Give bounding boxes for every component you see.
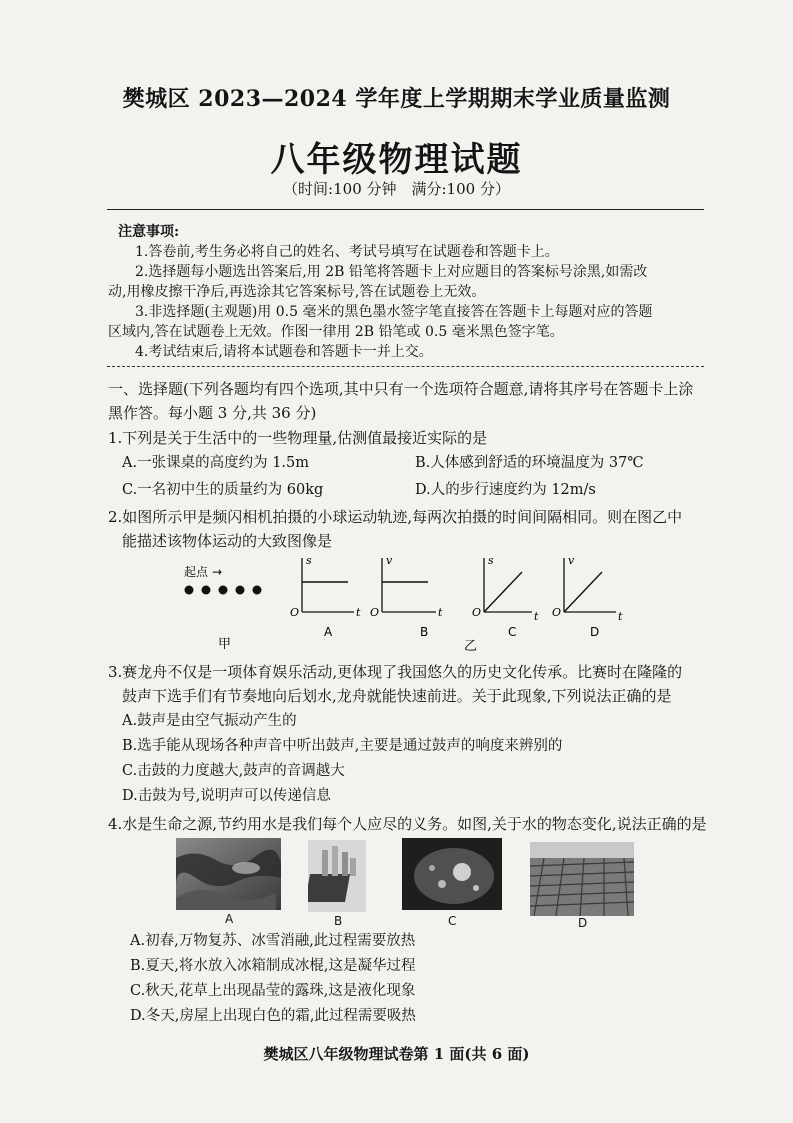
- note-line: 4.考试结束后,请将本试题卷和答题卡一并上交。: [135, 344, 433, 360]
- note-line: 区域内,答在试题卷上无效。作图一律用 2B 铅笔或 0.5 毫米黑色签字笔。: [108, 324, 564, 340]
- notes-heading: 注意事项:: [118, 224, 180, 240]
- header-divider: [107, 209, 704, 210]
- q3-option-a: A.鼓声是由空气振动产生的: [122, 713, 297, 729]
- graph-a-origin: O: [290, 606, 300, 619]
- question-2-stem: 能描述该物体运动的大致图像是: [122, 532, 333, 550]
- graph-a-y-axis: s: [306, 554, 312, 567]
- photo-c-label: C: [448, 914, 457, 928]
- q3-option-c: C.击鼓的力度越大,鼓声的音调越大: [122, 763, 345, 779]
- note-line: 1.答卷前,考生务必将自己的姓名、考试号填写在试题卷和答题卡上。: [135, 244, 559, 260]
- graph-b-origin: O: [370, 606, 380, 619]
- q1-option-a: A.一张课桌的高度约为 1.5m: [122, 455, 309, 471]
- q4-option-b: B.夏天,将水放入冰箱制成冰棍,这是凝华过程: [130, 958, 416, 974]
- note-line: 2.选择题每小题选出答案后,用 2B 铅笔将答题卡上对应题目的答案标号涂黑,如需改: [135, 264, 648, 280]
- q1-option-c: C.一名初中生的质量约为 60kg: [122, 482, 324, 498]
- q2-figure: [170, 550, 640, 660]
- photo-d-label: D: [578, 916, 588, 930]
- figure-yi-label: 乙: [464, 639, 478, 654]
- graph-a-letter: A: [324, 625, 333, 639]
- note-line: 动,用橡皮擦干净后,再选涂其它答案标号,答在试题卷上无效。: [108, 284, 486, 300]
- figure-jia-label: 甲: [218, 637, 232, 652]
- strobe-ball: [202, 586, 211, 595]
- question-2-stem: 2.如图所示甲是频闪相机拍摄的小球运动轨迹,每两次拍摄的时间间隔相同。则在图乙中: [108, 508, 683, 526]
- photo-a-melting-snow: [176, 838, 281, 910]
- q1-option-b: B.人体感到舒适的环境温度为 37℃: [415, 455, 644, 471]
- graph-d-origin: O: [552, 606, 562, 619]
- q4-option-d: D.冬天,房屋上出现白色的霜,此过程需要吸热: [130, 1008, 416, 1024]
- q1-option-d: D.人的步行速度约为 12m/s: [415, 482, 596, 498]
- photo-b-label: B: [334, 914, 343, 928]
- exam-title: 樊城区 2023—2024 学年度上学期期末学业质量监测: [122, 86, 671, 112]
- strobe-ball: [219, 586, 228, 595]
- start-arrow: →: [212, 565, 223, 579]
- strobe-ball: [236, 586, 245, 595]
- question-1-stem: 1.下列是关于生活中的一些物理量,估测值最接近实际的是: [108, 429, 488, 447]
- question-4-stem: 4.水是生命之源,节约用水是我们每个人应尽的义务。如图,关于水的物态变化,说法正确的是: [108, 815, 707, 833]
- graph-d: [552, 554, 623, 639]
- exam-subtitle: 八年级物理试题: [270, 140, 523, 180]
- graph-c-origin: O: [472, 606, 482, 619]
- question-3-stem: 3.赛龙舟不仅是一项体育娱乐活动,更体现了我国悠久的历史文化传承。比赛时在隆隆的: [108, 663, 683, 681]
- graph-d-x-axis: t: [618, 610, 623, 623]
- photo-c-dew-drops: [402, 838, 502, 910]
- q3-option-d: D.击鼓为号,说明声可以传递信息: [122, 788, 331, 804]
- q4-option-a: A.初春,万物复苏、冰雪消融,此过程需要放热: [130, 933, 416, 949]
- graph-d-y-axis: v: [568, 554, 575, 567]
- graph-b-y-axis: v: [386, 554, 393, 567]
- start-label: 起点: [184, 565, 209, 579]
- q4-option-c: C.秋天,花草上出现晶莹的露珠,这是液化现象: [130, 983, 416, 999]
- graph-b-letter: B: [420, 625, 429, 639]
- graph-a-x-axis: t: [356, 606, 361, 619]
- exam-time-info: （时间:100 分钟 满分:100 分）: [283, 180, 510, 198]
- notes-divider: [107, 366, 704, 367]
- photo-d-frost-roof: [530, 842, 634, 916]
- graph-c-letter: C: [508, 625, 517, 639]
- note-line: 3.非选择题(主观题)用 0.5 毫米的黑色墨水签字笔直接答在答题卡上每题对应的答题: [135, 304, 653, 320]
- graph-c: [472, 554, 539, 639]
- section-instruction: 黑作答。每小题 3 分,共 36 分): [108, 404, 317, 422]
- graph-b-x-axis: t: [438, 606, 443, 619]
- photo-b-ice-pops: [308, 840, 366, 912]
- graph-c-y-axis: s: [488, 554, 494, 567]
- section-instruction: 一、选择题(下列各题均有四个选项,其中只有一个选项符合题意,请将其序号在答题卡上涂: [108, 380, 694, 398]
- strobe-ball: [185, 586, 194, 595]
- page-footer: 樊城区八年级物理试卷第 1 面(共 6 面): [263, 1045, 530, 1063]
- graph-b: [370, 554, 443, 639]
- q3-option-b: B.选手能从现场各种声音中听出鼓声,主要是通过鼓声的响度来辨别的: [122, 738, 563, 754]
- graph-d-letter: D: [590, 625, 600, 639]
- photo-a-label: A: [225, 912, 234, 926]
- graph-a: [290, 554, 361, 639]
- graph-c-x-axis: t: [534, 610, 539, 623]
- strobe-ball: [253, 586, 262, 595]
- question-3-stem: 鼓声下选手们有节奏地向后划水,龙舟就能快速前进。关于此现象,下列说法正确的是: [122, 687, 672, 705]
